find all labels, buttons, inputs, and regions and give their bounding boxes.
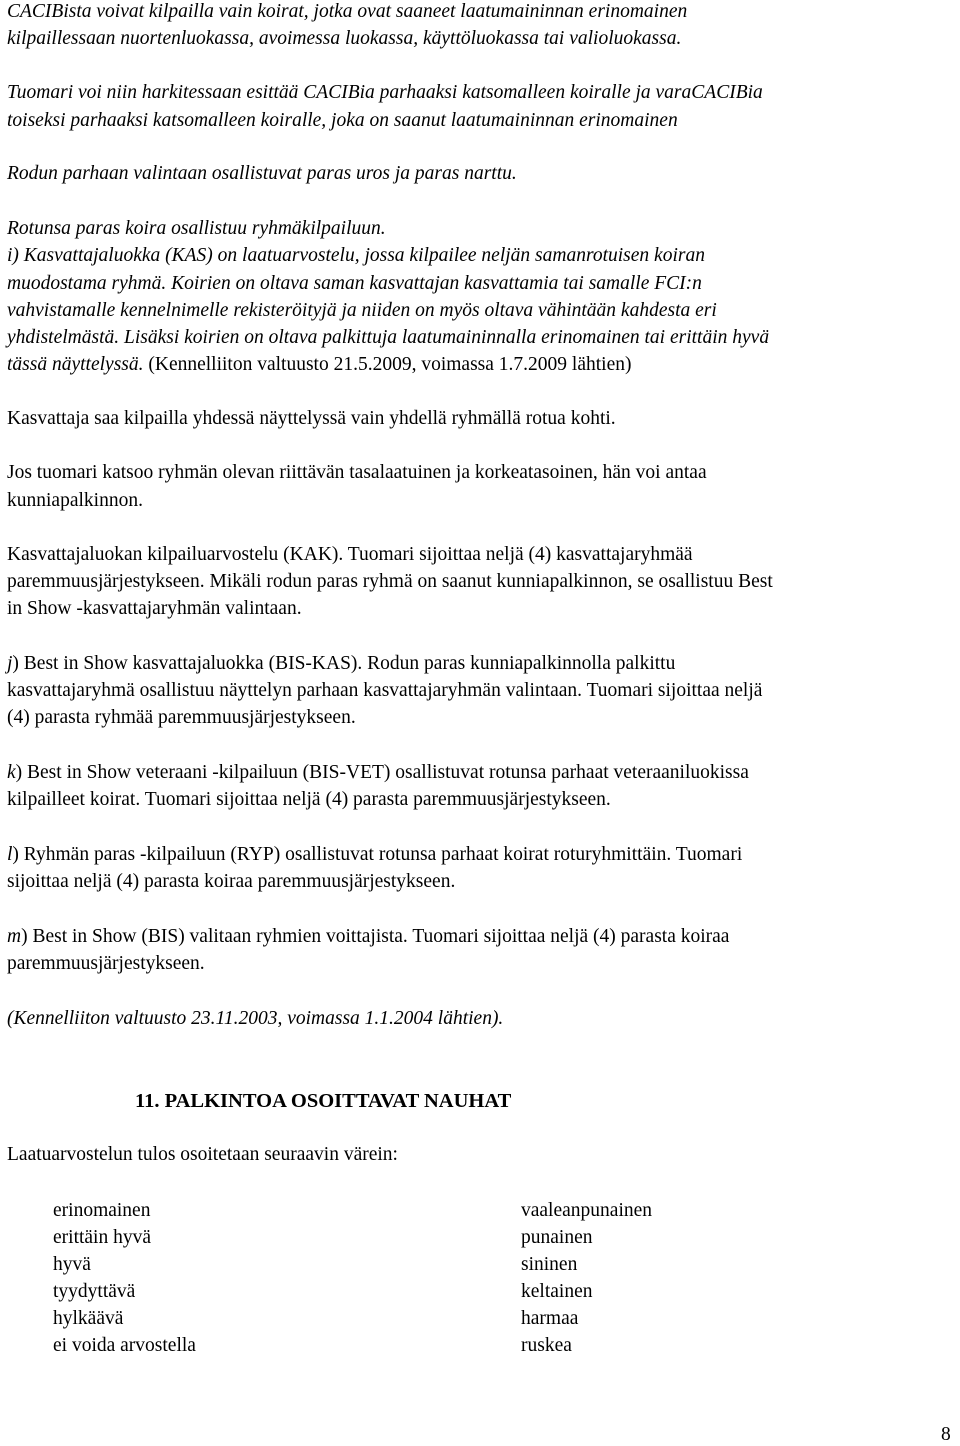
text-segment: in Show -kasvattajaryhmän valintaan.: [7, 598, 302, 619]
text-segment: kasvattajaryhmä osallistuu näyttelyn parhaan kasvattajaryhmän valintaan. Tuomari sijoittaa neljä: [7, 680, 763, 701]
text-line: [7, 460, 707, 486]
text-line: [7, 80, 763, 106]
color-item: keltainen: [521, 1281, 593, 1302]
text-segment: toiseksi parhaaksi katsomalleen koiralle, joka on saanut laatumaininnan erinomainen: [7, 110, 678, 131]
text-segment: Laatuarvostelun tulos osoitetaan seuraavin värein:: [7, 1144, 398, 1165]
text-line: [7, 352, 631, 378]
text-line: [7, 678, 762, 704]
text-line: [7, 325, 769, 351]
text-line: [7, 488, 143, 514]
color-item: vaaleanpunainen: [521, 1200, 653, 1221]
text-line: [7, 651, 675, 677]
text-segment: Rotunsa paras koira osallistuu ryhmäkilpailuun.: [7, 218, 386, 239]
text-segment: kilpaillessaan nuortenluokassa, avoimessa luokassa, käyttöluokassa tai valioluokassa.: [7, 28, 682, 49]
text-segment: (Kennelliiton valtuusto 23.11.2003, voimassa 1.1.2004 lähtien).: [7, 1008, 504, 1029]
color-item: ruskea: [521, 1335, 572, 1356]
text-segment: Rodun parhaan valintaan osallistuvat paras uros ja paras narttu.: [7, 163, 517, 184]
text-line: [7, 0, 687, 25]
text-segment: sijoittaa neljä (4) parasta koiraa paremmuusjärjestykseen.: [7, 871, 456, 892]
text-line: [7, 951, 205, 977]
text-segment: muodostama ryhmä.: [7, 273, 172, 294]
text-segment: ) Ryhmän paras -kilpailuun (RYP) osallistuvat rotunsa parhaat koirat roturyhmittäin. Tuomari: [12, 844, 743, 865]
result-list: [53, 1197, 196, 1359]
result-item: tyydyttävä: [53, 1281, 136, 1302]
page-number: 8: [941, 1424, 951, 1445]
text-segment: l: [7, 844, 13, 865]
text-line: [7, 216, 386, 242]
text-line: [7, 108, 678, 134]
text-segment: m: [7, 926, 22, 947]
text-segment: tässä näyttelyssä.: [7, 354, 149, 375]
result-item: erinomainen: [53, 1200, 151, 1221]
text-segment: (Kennelliiton valtuusto 21.5.2009, voimassa 1.7.2009 lähtien): [148, 354, 632, 375]
text-line: [7, 869, 455, 895]
text-line: [7, 569, 773, 595]
text-segment: Kasvattaja saa kilpailla yhdessä näyttelyssä vain yhdellä ryhmällä rotua kohti.: [7, 408, 616, 429]
text-segment: ) Best in Show veteraani -kilpailuun (BIS-VET) osallistuvat rotunsa parhaat veteraaniluokissa: [15, 762, 749, 783]
text-segment: ) Best in Show kasvattajaluokka (BIS-KAS). Rodun paras kunniapalkinnolla palkittu: [12, 653, 676, 674]
text-line: [7, 760, 749, 786]
text-segment: k: [7, 762, 16, 783]
section-heading: 11. PALKINTOA OSOITTAVAT NAUHAT: [135, 1090, 512, 1112]
text-segment: Koirien on oltava saman kasvattajan kasvattamia tai samalle FCI:n: [171, 273, 702, 294]
text-segment: (4) parasta ryhmää paremmuusjärjestykseen.: [7, 707, 356, 728]
text-segment: yhdistelmästä.: [7, 327, 124, 348]
text-line: [7, 1006, 503, 1032]
result-item: erittäin hyvä: [53, 1227, 152, 1248]
text-segment: ) Best in Show (BIS) valitaan ryhmien voittajista. Tuomari sijoittaa neljä (4) parasta koiraa: [21, 926, 730, 947]
color-item: sininen: [521, 1254, 578, 1275]
text-line: [7, 705, 356, 731]
text-line: [7, 161, 517, 187]
text-line: [7, 298, 717, 324]
result-item: hyvä: [53, 1254, 91, 1275]
text-line: [7, 243, 705, 269]
result-item: hylkäävä: [53, 1308, 124, 1329]
text-segment: Lisäksi koirien on oltava palkittuja laatumaininnalla erinomainen tai erittäin hyvä: [124, 327, 770, 348]
text-line: [7, 1142, 398, 1168]
text-segment: kunniapalkinnon.: [7, 490, 143, 511]
text-segment: Jos tuomari katsoo ryhmän olevan riittävän tasalaatuinen ja korkeatasoinen, hän voi antaa: [7, 462, 707, 483]
text-line: [7, 406, 616, 432]
text-segment: vahvistamalle kennelnimelle rekisteröityjä ja niiden on myös oltava vähintään kahdesta eri: [7, 300, 717, 321]
text-line: [7, 26, 681, 52]
text-segment: j: [7, 653, 13, 674]
text-line: [7, 842, 742, 868]
text-segment: i) Kasvattajaluokka (KAS) on laatuarvostelu, jossa kilpailee neljän samanrotuisen koiran: [7, 245, 705, 266]
color-list: [521, 1197, 652, 1359]
result-item: ei voida arvostella: [53, 1335, 196, 1356]
text-line: [7, 787, 611, 813]
color-item: punainen: [521, 1227, 593, 1248]
text-segment: Tuomari voi niin harkitessaan esittää CACIBia parhaaksi katsomalleen koiralle ja varaCACIBia: [7, 82, 763, 103]
text-line: [7, 271, 702, 297]
text-line: [7, 542, 693, 568]
text-segment: paremmuusjärjestykseen.: [7, 953, 205, 974]
color-item: harmaa: [521, 1308, 579, 1329]
text-segment: CACIBista voivat kilpailla vain koirat, jotka ovat saaneet laatumaininnan erinomainen: [7, 1, 688, 22]
text-segment: paremmuusjärjestykseen. Mikäli rodun paras ryhmä on saanut kunniapalkinnon, se osallistuu Best: [7, 571, 773, 592]
text-segment: kilpailleet koirat. Tuomari sijoittaa neljä (4) parasta paremmuusjärjestykseen.: [7, 789, 611, 810]
text-line: [7, 596, 302, 622]
text-segment: Kasvattajaluokan kilpailuarvostelu (KAK). Tuomari sijoittaa neljä (4) kasvattajaryhmää: [7, 544, 693, 565]
text-line: [7, 924, 729, 950]
